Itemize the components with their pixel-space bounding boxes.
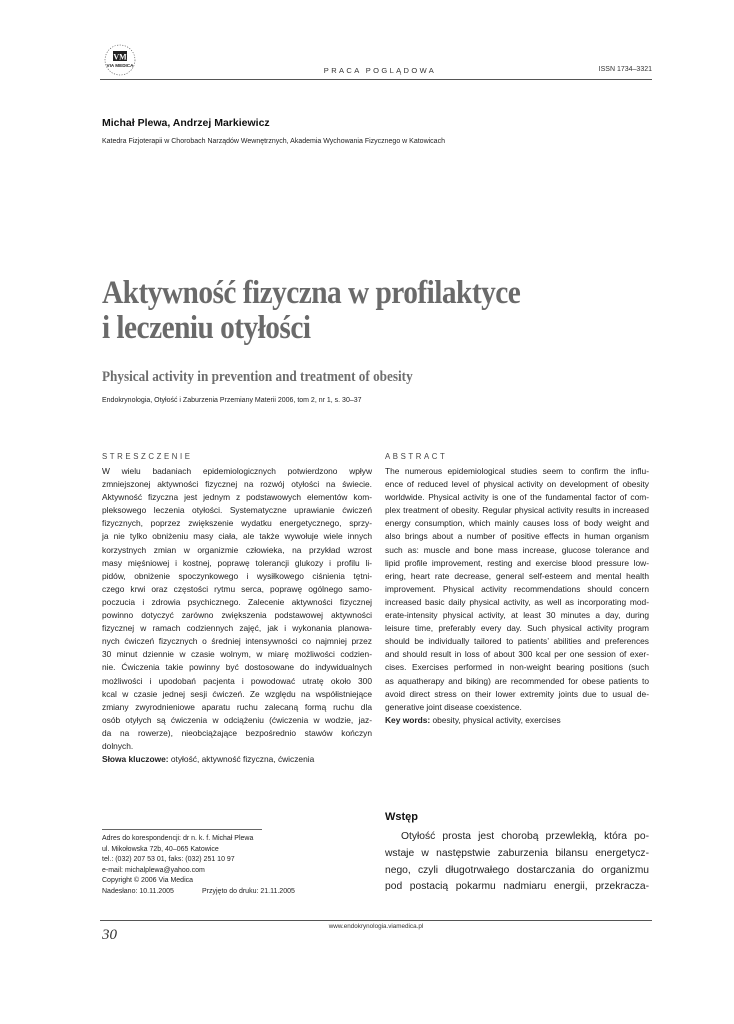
text-line: generative joint disease coexistence.: [385, 701, 522, 712]
via-medica-logo: [100, 43, 140, 79]
article-title: [102, 276, 600, 346]
svg-text:VIA MEDICA: VIA MEDICA: [106, 63, 134, 68]
footer-rule: [100, 920, 652, 921]
body-text: [385, 829, 649, 896]
text-line: nie. Ćwiczenia takie powinny być dostosowane do indywidualnych: [102, 662, 372, 673]
text-line: Aktywność fizyczna jest jednym z podstawowych elementów kom-: [102, 492, 372, 503]
copyright: Copyright © 2006 Via Medica: [102, 877, 194, 885]
text-line: masy mięśniowej i kostnej, poprawę tolerancji glukozy i profilu li-: [102, 557, 372, 568]
text-line: should be individually tailored to patients’ abilities and preferences: [385, 636, 649, 647]
svg-text:VM: VM: [113, 52, 127, 62]
text-line: Otyłość prosta jest chorobą przewlekłą, która po-: [401, 831, 649, 842]
keywords-value: otyłość, aktywność fizyczna, ćwiczenia: [168, 754, 315, 765]
text-line: increased basic daily physical activity, as well as incorporating mod-: [385, 596, 649, 607]
section-heading-wstep: Wstęp: [385, 811, 418, 823]
dates: [102, 887, 295, 898]
text-line: wstaje w następstwie zaburzenia bilansu energetycz-: [385, 847, 649, 859]
footnote-rule: [102, 829, 262, 830]
email: e-mail: michalplewa@yahoo.com: [102, 866, 205, 874]
text-line: ence of reduced level of physical activity on development of obesity: [385, 479, 649, 490]
abstract-body: [385, 465, 649, 727]
received-date: Nadesłano: 10.11.2005: [102, 887, 174, 895]
text-line: da na rowerze), nieobciążające bezpośrednio stawów kończyn: [102, 727, 372, 738]
affiliation: Katedra Fizjoterapii w Chorobach Narządów Wewnętrznych, Akademia Wychowania Fizycznego w Katowicach: [102, 138, 445, 145]
text-line: ering, heart rate decrease, general self-esteem and mental health: [385, 570, 649, 581]
text-line: improvement. Physical activity recommendations should concern: [385, 583, 649, 594]
text-line: pidów, obniżenie spoczynkowego i wysiłkowego ciśnienia tętni-: [102, 570, 372, 581]
citation: Endokrynologia, Otyłość i Zaburzenia Przemiany Materii 2006, tom 2, nr 1, s. 30–37: [102, 397, 362, 404]
correspondence-address: Adres do korespondencji: dr n. k. f. Michał Plewa: [102, 835, 254, 842]
keywords-en: [385, 714, 649, 727]
text-line: nego, czyli długotrwałego dostarczania do organizmu: [385, 864, 649, 876]
english-title: Physical activity in prevention and treatment of obesity: [102, 369, 413, 385]
keywords-pl: [102, 753, 372, 766]
authors: Michał Plewa, Andrzej Markiewicz: [102, 117, 270, 129]
text-line: avoid direct stress on their lower extremity joints due to usual de-: [385, 688, 649, 699]
issn: ISSN 1734–3321: [598, 66, 652, 73]
text-line: powinno dotyczyć zarówno zwiększenia podstawowej aktywności: [102, 610, 372, 621]
text-line: W wielu badaniach epidemiologicznych potwierdzono wpływ: [102, 466, 372, 476]
text-line: erate-intensity physical activity, at least 30 minutes a day, during: [385, 610, 649, 621]
text-line: możliwości i upodobań pacjenta i powodować utratę około 300: [102, 675, 372, 686]
header-rule: [100, 79, 652, 80]
phone-fax: tel.: (032) 207 53 01, faks: (032) 251 10 97: [102, 856, 235, 864]
text-line: cises. Exercises performed in non-weight bearing positions (such: [385, 662, 649, 673]
text-line: osób otyłych są ćwiczenia w odciążeniu (ćwiczenia w wodzie, jaz-: [102, 714, 372, 725]
text-line: leisure time, preferably every day. Such physical activity program: [385, 623, 649, 634]
text-line: zmniejszonej aktywności fizycznej na rozwój otyłości na świecie.: [102, 479, 372, 490]
title-line: Aktywność fizyczna w profilaktyce: [102, 275, 521, 311]
streszczenie-heading: STRESZCZENIE: [102, 452, 193, 461]
text-line: poczucia i zdrowia psychicznego. Zalecenie aktywności fizycznej: [102, 596, 372, 607]
keywords-label: Słowa kluczowe:: [102, 754, 169, 765]
journal-url: www.endokrynologia.viamedica.pl: [328, 923, 424, 930]
text-line: ja nie tylko obniżeniu masy ciała, ale także wywołuje wiele innych: [102, 531, 372, 542]
text-line: and should result in loss of about 300 kcal per one session of exer-: [385, 649, 649, 660]
text-line: korzystnych zmian w organizmie człowieka, na przykład wzrost: [102, 544, 372, 555]
text-line: as aquatherapy and biking) are recommended for obese patients to: [385, 675, 649, 686]
page-number: 30: [102, 927, 117, 943]
text-line: czego krwi oraz częstości rytmu serca, poprawę ogólnego samo-: [102, 583, 372, 594]
text-line: pleksowego leczenia otyłości. Systematyczne uprawianie ćwiczeń: [102, 505, 372, 516]
text-line: 30 minut dziennie w czasie wolnym, w miarę możliwości codzien-: [102, 649, 372, 660]
text-line: fizycznych, poprzez zwiększenie wydatku energetycznego, sprzy-: [102, 518, 372, 529]
text-line: zmiany zwyrodnieniowe aparatu ruchu zalecaną formą ruchu dla: [102, 701, 372, 712]
text-line: dolnych.: [102, 740, 134, 751]
title-line: i leczeniu otyłości: [102, 310, 311, 346]
text-line: plex treatment of obesity. Regular physical activity results in increased: [385, 505, 649, 516]
text-line: also brings about a number of positive effects in human organism: [385, 531, 649, 542]
text-line: nych ćwiczeń fizycznych o średniej intensywności co najmniej przez: [102, 636, 372, 647]
correspondence-footnote: [102, 834, 295, 898]
text-line: worldwide. Physical activity is one of the fundamental factor of com-: [385, 492, 649, 503]
keywords-label: Key words:: [385, 714, 431, 725]
text-line: The numerous epidemiological studies seem to confirm the influ-: [385, 466, 649, 476]
abstract-heading: ABSTRACT: [385, 452, 448, 461]
text-line: lipid profile improvement, resting and exercise blood pressure low-: [385, 557, 649, 568]
streszczenie-body: [102, 465, 372, 766]
text-line: such as: muscle and bone mass increase, glucose tolerance and: [385, 544, 649, 555]
article-type: PRACA POGLĄDOWA: [323, 66, 437, 75]
keywords-value: obesity, physical activity, exercises: [430, 714, 561, 725]
text-line: kcal w czasie jednej sesji ćwiczeń. Ze względu na współistniejące: [102, 688, 372, 699]
text-line: pod postacią pokarmu nadmiaru energii, przekracza-: [385, 881, 649, 893]
text-line: energy consumption, which mainly causes loss of body weight and: [385, 518, 649, 529]
street-address: ul. Mikołowska 72b, 40–065 Katowice: [102, 845, 219, 853]
text-line: fizycznej w ramach codziennych zajęć, jak i wykonania planowa-: [102, 623, 372, 634]
accepted-date: Przyjęto do druku: 21.11.2005: [202, 887, 295, 895]
